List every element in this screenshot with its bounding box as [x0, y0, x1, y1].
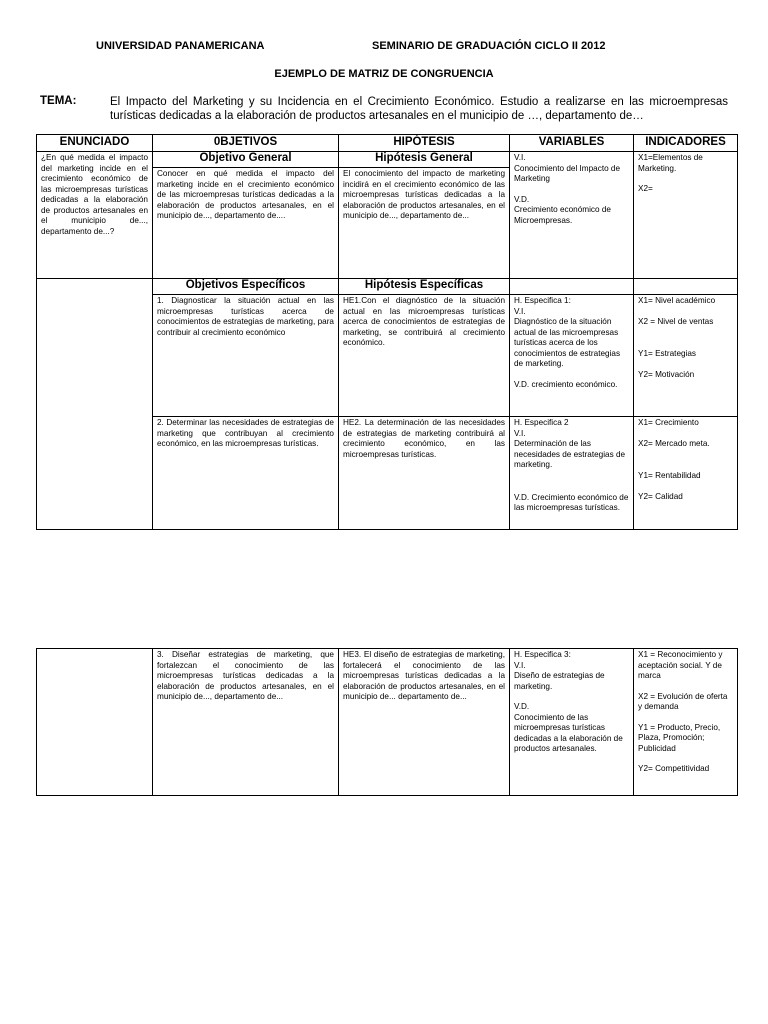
variable-line: Diseño de estrategias de marketing. — [514, 671, 605, 691]
enunciado-text: ¿En qué medida el impacto del marketing incide en el crecimiento económico de las microempresas turísticas dedicadas a la elaboración de productos artesanales en el municipio de..., departamento de...? — [41, 153, 148, 236]
header-seminar: SEMINARIO DE GRADUACIÓN CICLO II 2012 — [372, 40, 606, 52]
indicator-line: Y1= Rentabilidad — [638, 471, 701, 480]
indicadores-general-cell — [634, 152, 738, 279]
tema-text: El Impacto del Marketing y su Incidencia en el Crecimiento Económico. Estudio a realizarse en las microempresas turísticas dedicadas a la elaboración de productos artesanales en el municipio de …, departamento de… — [110, 96, 728, 122]
variable-line: V.D. Crecimiento económico de las microempresas turísticas. — [514, 492, 629, 512]
hipotesis-especifica-1: HE1.Con el diagnóstico de la situación actual en las microempresas turísticas acerca de conocimientos de estrategias de marketing, se contribuirá al crecimiento económico. — [339, 295, 510, 417]
col-header-enunciado: ENUNCIADO — [37, 135, 153, 152]
subheader-hipotesis-especificas: Hipótesis Específicas — [339, 279, 510, 295]
variable-line: Determinación de las necesidades de estrategias de marketing. — [514, 439, 626, 469]
variable-line: Diagnóstico de la situación actual de las microempresas turísticas acerca de los conocimientos de estrategias de marketing. — [514, 317, 621, 368]
col-header-hipotesis: HIPÓTESIS — [339, 135, 510, 152]
variables-empty-cell — [510, 279, 634, 295]
especifico-row-3 — [37, 649, 738, 796]
variable-line: H. Especifica 3: — [514, 650, 571, 659]
indicator-line: X1= Nivel académico — [638, 296, 716, 305]
subheader-objetivo-general: Objetivo General — [153, 152, 339, 168]
indicator-line: X2= — [638, 184, 653, 193]
enunciado-cell — [37, 152, 153, 279]
document-subtitle: EJEMPLO DE MATRIZ DE CONGRUENCIA — [274, 68, 494, 80]
indicator-line: X1=Elementos de Marketing. — [638, 153, 703, 173]
indicator-line: Y1= Estrategias — [638, 349, 697, 358]
variables-especifica-3 — [510, 649, 634, 796]
indicadores-especifica-3 — [634, 649, 738, 796]
variable-line: V.D. — [514, 194, 530, 204]
variable-line: H. Especifica 1: — [514, 296, 571, 305]
objetivo-general-cell: Conocer en qué medida el impacto del marketing incide en el crecimiento económico de las microempresas turísticas dedicadas a la elaboración de productos artesanales, en el municipio de..., departamento de.... — [153, 168, 339, 279]
variable-line: V.I. — [514, 428, 526, 438]
header-row — [37, 135, 738, 152]
hipotesis-especifica-2: HE2. La determinación de las necesidades de estrategias de marketing contribuirá al crecimiento económico, en las microempresas turísticas. — [339, 417, 510, 530]
objetivo-especifico-2: 2. Determinar las necesidades de estrategias de marketing que contribuyan al crecimiento económico, en las microempresas turísticas. — [153, 417, 339, 530]
variable-line: V.D. crecimiento económico. — [514, 379, 618, 389]
enunciado-empty-cell — [37, 649, 153, 796]
indicator-line: X2 = Nivel de ventas — [638, 316, 714, 326]
variable-line: Conocimiento de las microempresas turísticas dedicadas a la elaboración de productos artesanales. — [514, 712, 623, 753]
hipotesis-especifica-3: HE3. El diseño de estrategias de marketing, fortalecerá el conocimiento de las microempresas turísticas dedicadas a la elaboración de productos artesanales, en el municipio de... departamento de... — [339, 649, 510, 796]
variable-line: V.I. — [514, 306, 526, 316]
variable-line: V.I. — [514, 153, 526, 162]
variables-general-cell — [510, 152, 634, 279]
indicator-line: Y2= Competitividad — [638, 764, 710, 773]
subheader-especificos-row — [37, 279, 738, 295]
variables-especifica-1 — [510, 295, 634, 417]
indicator-line: X2 = Evolución de oferta y demanda — [638, 691, 728, 711]
indicator-line: Y2= Calidad — [638, 491, 683, 501]
col-header-objetivos: 0BJETIVOS — [153, 135, 339, 152]
col-header-indicadores: INDICADORES — [634, 135, 738, 152]
variable-line: V.D. — [514, 702, 530, 711]
indicator-line: Y2= Motivación — [638, 369, 695, 379]
indicator-line: X1 = Reconocimiento y aceptación social. Y de marca — [638, 650, 723, 680]
variable-line: Crecimiento económico de Microempresas. — [514, 205, 611, 225]
indicator-line: X1= Crecimiento — [638, 418, 699, 427]
subheader-hipotesis-general: Hipótesis General — [339, 152, 510, 168]
indicadores-empty-cell — [634, 279, 738, 295]
variable-line: Conocimiento del Impacto de Marketing — [514, 163, 621, 183]
subheader-general-row — [37, 152, 738, 168]
hipotesis-general-cell: El conocimiento del impacto de marketing incidirá en el crecimiento económico de las microempresas turísticas dedicadas a la elaboración de productos artesanales, en el municipio de..., departamento de... — [339, 168, 510, 279]
indicator-line: X2= Mercado meta. — [638, 438, 710, 448]
enunciado-empty-cell — [37, 279, 153, 530]
congruence-matrix-continued — [36, 648, 738, 796]
congruence-matrix — [36, 134, 738, 530]
variable-line: H. Especifica 2 — [514, 418, 569, 427]
subheader-objetivos-especificos: Objetivos Específicos — [153, 279, 339, 295]
variables-especifica-2 — [510, 417, 634, 530]
indicator-line: Y1 = Producto, Precio, Plaza, Promoción; Publicidad — [638, 722, 721, 753]
objetivo-especifico-3: 3. Diseñar estrategias de marketing, que fortalezcan el conocimiento de las microempresas turísticas dedicadas a la elaboración de productos artesanales, en el municipio de..., departamento de... — [153, 649, 339, 796]
indicadores-especifica-2 — [634, 417, 738, 530]
variable-line: V.I. — [514, 660, 526, 670]
header-university: UNIVERSIDAD PANAMERICANA — [96, 40, 265, 52]
indicadores-especifica-1 — [634, 295, 738, 417]
tema-label: TEMA: — [40, 95, 77, 107]
objetivo-especifico-1: 1. Diagnosticar la situación actual en las microempresas turísticas acerca de conocimientos de estrategias de marketing, para contribuir al crecimiento económico — [153, 295, 339, 417]
col-header-variables: VARIABLES — [510, 135, 634, 152]
